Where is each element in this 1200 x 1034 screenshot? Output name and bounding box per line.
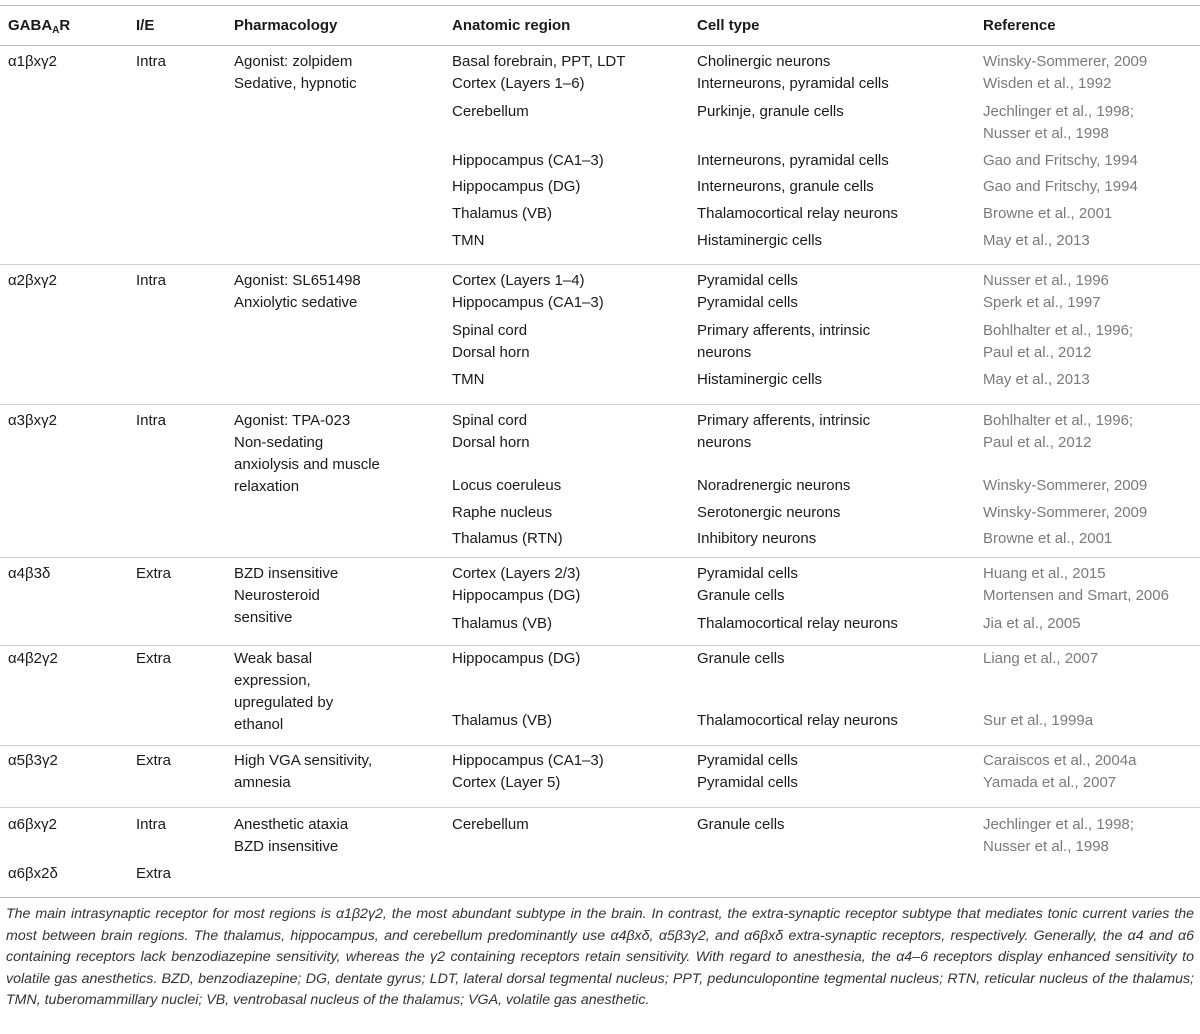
receptor-cell: α3βxγ2 [8, 412, 57, 429]
receptor-cell: α4β3δ [8, 565, 51, 582]
reference-cell: Winsky-Sommerer, 2009 [983, 477, 1148, 494]
header-rule [0, 45, 1200, 46]
anatomic-region-cell: Cortex (Layers 1–4) Hippocampus (CA1–3) [452, 272, 604, 311]
receptor-cell: α6βxγ2 [8, 816, 57, 833]
reference-cell: Jechlinger et al., 1998; Nusser et al., 1998 [983, 103, 1134, 142]
reference-cell: Huang et al., 2015 Mortensen and Smart, 2006 [983, 565, 1169, 604]
pharmacology-cell: BZD insensitive Neurosteroid sensitive [234, 565, 339, 626]
reference-cell: Winsky-Sommerer, 2009 Wisden et al., 1992 [983, 53, 1148, 92]
cell-type-cell: Pyramidal cells Granule cells [697, 565, 798, 604]
pharmacology-cell: Agonist: zolpidem Sedative, hypnotic [234, 53, 357, 92]
pharmacology-cell: Agonist: SL651498 Anxiolytic sedative [234, 272, 361, 311]
table-footnote: The main intrasynaptic receptor for most regions is α1β2γ2, the most abundant subtype in the brain. In contrast, the extra-synaptic receptor subtype that mediates tonic current varies the most between brain regions. The thalamus, hippocampus, and cerebellum predominantly use α4βxδ, α5β3γ2, and α6βxδ extra-synaptic receptors, respectively. Generally, the α4 and α6 containing receptors lack benzodiazepine sensitivity, whereas the γ2 containing receptors retain sensitivity. With regard to anesthesia, the α4–6 receptors display enhanced sensitivity to volatile gas anesthetics. BZD, benzodiazepine; DG, dentate gyrus; LDT, lateral dorsal tegmental nucleus; PPT, pedunculopontine tegmental nucleus; RTN, reticular nucleus of the thalamus; TMN, tuberomammillary nuclei; VB, ventrobasal nucleus of the thalamus; VGA, volatile gas anesthetic. [6, 906, 1194, 1008]
reference-cell: Winsky-Sommerer, 2009 [983, 504, 1148, 521]
ie-cell: Extra [136, 752, 172, 769]
cell-type-cell: Interneurons, granule cells [697, 178, 874, 195]
cell-type-cell: Pyramidal cells Pyramidal cells [697, 272, 798, 311]
ie-cell: Intra [136, 816, 167, 833]
ie-cell: Extra [136, 650, 172, 667]
pharmacology-cell: Weak basal expression, upregulated by ethanol [234, 650, 334, 733]
anatomic-region-cell: Thalamus (VB) [452, 615, 553, 632]
header-ie: I/E [136, 17, 155, 34]
anatomic-region-cell: TMN [452, 371, 485, 388]
row-separator [0, 745, 1200, 746]
reference-cell: Jechlinger et al., 1998; Nusser et al., 1998 [983, 816, 1134, 855]
ie-cell: Extra [136, 565, 172, 582]
cell-type-cell: Thalamocortical relay neurons [697, 712, 898, 729]
receptor-cell: α2βxγ2 [8, 272, 57, 289]
reference-cell: Gao and Fritschy, 1994 [983, 178, 1138, 195]
cell-type-cell: Granule cells [697, 650, 785, 667]
cell-type-cell: Primary afferents, intrinsic neurons [697, 322, 871, 361]
header-pharmacology: Pharmacology [234, 17, 338, 34]
reference-cell: Sur et al., 1999a [983, 712, 1094, 729]
anatomic-region-cell: Cortex (Layers 2/3) Hippocampus (DG) [452, 565, 581, 604]
cell-type-cell: Cholinergic neurons Interneurons, pyramidal cells [697, 53, 889, 92]
cell-type-cell: Histaminergic cells [697, 232, 823, 249]
ie-cell: Extra [136, 865, 172, 882]
reference-cell: Jia et al., 2005 [983, 615, 1081, 632]
anatomic-region-cell: Cerebellum [452, 816, 529, 833]
pharmacology-cell: Agonist: TPA-023 Non-sedating anxiolysis and muscle relaxation [234, 412, 380, 495]
ie-cell: Intra [136, 272, 167, 289]
row-separator [0, 264, 1200, 265]
reference-cell: May et al., 2013 [983, 371, 1090, 388]
header-cell-type: Cell type [697, 17, 760, 34]
reference-cell: Nusser et al., 1996 Sperk et al., 1997 [983, 272, 1109, 311]
ie-cell: Intra [136, 412, 167, 429]
table-bottom-rule [0, 897, 1200, 898]
header-receptor: $GABA_AR$ [8, 17, 71, 36]
anatomic-region-cell: Spinal cord Dorsal horn [452, 322, 530, 361]
receptor-cell: α5β3γ2 [8, 752, 58, 769]
cell-type-cell: Inhibitory neurons [697, 530, 817, 547]
receptor-cell: α4β2γ2 [8, 650, 58, 667]
cell-type-cell: Pyramidal cells Pyramidal cells [697, 752, 798, 791]
anatomic-region-cell: Hippocampus (DG) [452, 650, 581, 667]
anatomic-region-cell: Thalamus (VB) [452, 712, 553, 729]
cell-type-cell: Thalamocortical relay neurons [697, 615, 898, 632]
reference-cell: Bohlhalter et al., 1996; Paul et al., 2012 [983, 412, 1134, 451]
cell-type-cell: Interneurons, pyramidal cells [697, 152, 889, 169]
header-anatomic-region: Anatomic region [452, 17, 571, 34]
anatomic-region-cell: Raphe nucleus [452, 504, 553, 521]
cell-type-cell: Thalamocortical relay neurons [697, 205, 898, 222]
reference-cell: Gao and Fritschy, 1994 [983, 152, 1138, 169]
receptor-cell: α6βx2δ [8, 865, 58, 882]
anatomic-region-cell: Cerebellum [452, 103, 529, 120]
anatomic-region-cell: TMN [452, 232, 485, 249]
header-reference: Reference [983, 17, 1056, 34]
row-separator [0, 404, 1200, 405]
anatomic-region-cell: Spinal cord Dorsal horn [452, 412, 530, 451]
cell-type-cell: Histaminergic cells [697, 371, 823, 388]
receptor-cell: α1βxγ2 [8, 53, 57, 70]
row-separator [0, 645, 1200, 646]
table-top-rule [0, 5, 1200, 6]
anatomic-region-cell: Thalamus (VB) [452, 205, 553, 222]
reference-cell: Bohlhalter et al., 1996; Paul et al., 2012 [983, 322, 1134, 361]
anatomic-region-cell: Basal forebrain, PPT, LDT Cortex (Layers 1–6) [452, 53, 626, 92]
anatomic-region-cell: Hippocampus (CA1–3) Cortex (Layer 5) [452, 752, 604, 791]
reference-cell: Liang et al., 2007 [983, 650, 1099, 667]
cell-type-cell: Purkinje, granule cells [697, 103, 844, 120]
anatomic-region-cell: Hippocampus (DG) [452, 178, 581, 195]
anatomic-region-cell: Locus coeruleus [452, 477, 562, 494]
reference-cell: Caraiscos et al., 2004a Yamada et al., 2007 [983, 752, 1137, 791]
reference-cell: May et al., 2013 [983, 232, 1090, 249]
pharmacology-cell: Anesthetic ataxia BZD insensitive [234, 816, 349, 855]
cell-type-cell: Serotonergic neurons [697, 504, 841, 521]
pharmacology-cell: High VGA sensitivity, amnesia [234, 752, 373, 791]
reference-cell: Browne et al., 2001 [983, 530, 1113, 547]
cell-type-cell: Noradrenergic neurons [697, 477, 851, 494]
reference-cell: Browne et al., 2001 [983, 205, 1113, 222]
cell-type-cell: Granule cells [697, 816, 785, 833]
ie-cell: Intra [136, 53, 167, 70]
cell-type-cell: Primary afferents, intrinsic neurons [697, 412, 871, 451]
row-separator [0, 807, 1200, 808]
row-separator [0, 557, 1200, 558]
anatomic-region-cell: Thalamus (RTN) [452, 530, 563, 547]
anatomic-region-cell: Hippocampus (CA1–3) [452, 152, 604, 169]
